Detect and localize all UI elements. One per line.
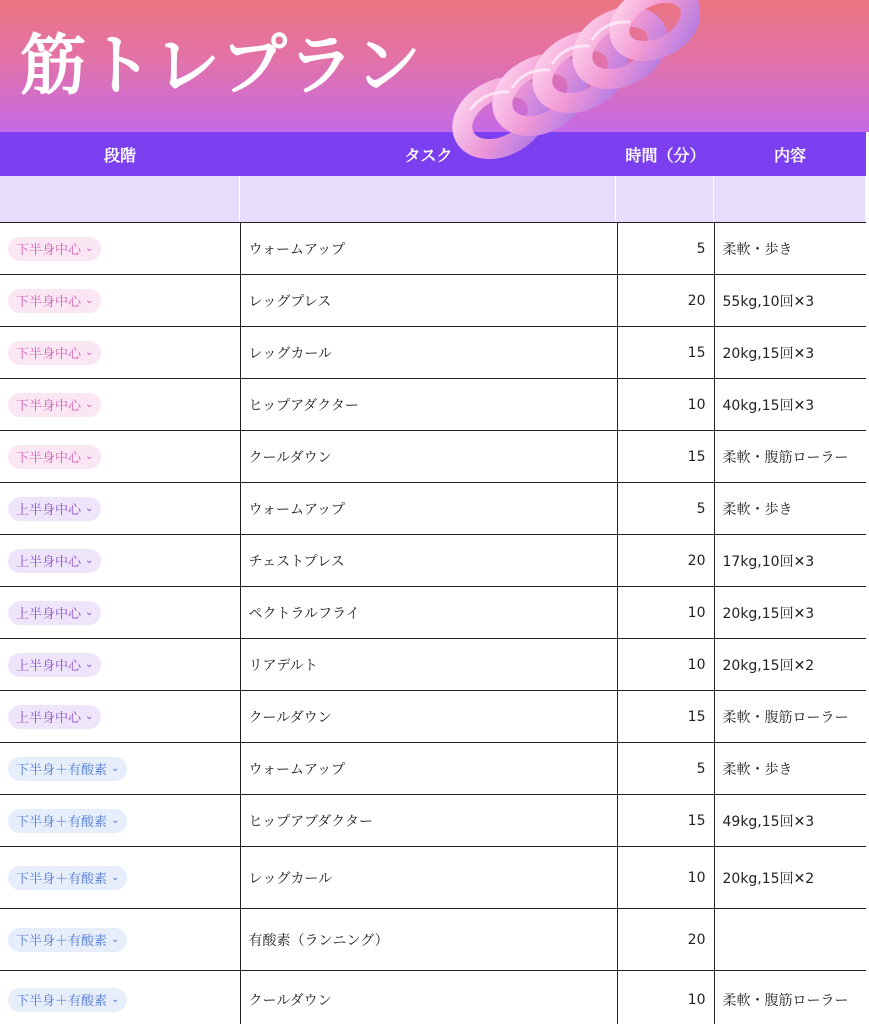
stage-select[interactable] [8,866,127,890]
table-row [0,795,867,847]
title-banner [0,0,869,132]
chevron-down-icon: ⌄ [111,815,120,826]
time-cell[interactable]: 15 [617,795,714,847]
stage-select[interactable] [8,237,101,261]
table-row [0,971,867,1024]
table-header [0,132,866,176]
content-cell[interactable]: 柔軟・腹筋ローラー [714,971,867,1024]
table-row [0,639,867,691]
table-row [0,483,867,535]
chevron-down-icon: ⌄ [111,763,120,774]
chevron-down-icon: ⌄ [85,607,94,618]
stage-cell[interactable] [0,327,240,379]
stage-label: 下半身＋有酸素 [16,994,108,1009]
table-row [0,327,867,379]
chevron-down-icon: ⌄ [85,659,94,670]
stage-select[interactable] [8,497,101,521]
stage-cell[interactable] [0,483,240,535]
task-cell[interactable]: リアデルト [240,639,617,691]
stage-select[interactable] [8,928,127,952]
table-row [0,847,867,909]
content-cell[interactable]: 20kg,15回✕3 [714,327,867,379]
content-cell[interactable]: 40kg,15回✕3 [714,379,867,431]
stage-cell[interactable] [0,795,240,847]
content-cell[interactable]: 55kg,10回✕3 [714,275,867,327]
column-header-time[interactable]: 時間（分） [625,145,706,165]
time-cell[interactable]: 10 [617,587,714,639]
content-cell[interactable]: 17kg,10回✕3 [714,535,867,587]
task-cell[interactable]: レッグカール [240,327,617,379]
table-row [0,431,867,483]
task-cell[interactable]: レッグプレス [240,275,617,327]
table-row [0,223,867,275]
stage-label: 上半身中心 [16,659,82,674]
time-cell[interactable]: 10 [617,639,714,691]
chevron-down-icon: ⌄ [111,994,120,1005]
task-cell[interactable]: ヒップアブダクター [240,795,617,847]
task-cell[interactable]: ペクトラルフライ [240,587,617,639]
task-cell[interactable]: クールダウン [240,691,617,743]
task-cell[interactable]: ウォームアップ [240,743,617,795]
content-cell[interactable]: 柔軟・歩き [714,223,867,275]
content-cell[interactable]: 20kg,15回✕2 [714,847,867,909]
time-cell[interactable]: 15 [617,327,714,379]
table-row [0,587,867,639]
stage-label: 下半身中心 [16,451,82,466]
stage-cell[interactable] [0,639,240,691]
table-row [0,535,867,587]
chevron-down-icon: ⌄ [111,872,120,883]
column-header-content[interactable]: 内容 [773,145,806,165]
chevron-down-icon: ⌄ [85,555,94,566]
task-cell[interactable]: ウォームアップ [240,223,617,275]
stage-select[interactable] [8,289,101,313]
time-cell[interactable]: 5 [617,743,714,795]
stage-select[interactable] [8,341,101,365]
content-cell[interactable]: 柔軟・歩き [714,483,867,535]
content-cell[interactable]: 49kg,15回✕3 [714,795,867,847]
empty-cell[interactable] [714,176,866,222]
time-cell[interactable]: 10 [617,379,714,431]
empty-cell[interactable] [0,176,240,222]
stage-select[interactable] [8,757,127,781]
content-cell[interactable]: 柔軟・歩き [714,743,867,795]
stage-select[interactable] [8,988,127,1012]
stage-label: 上半身中心 [16,711,82,726]
stage-cell[interactable] [0,587,240,639]
stage-select[interactable] [8,809,127,833]
table-row [0,743,867,795]
content-cell[interactable]: 柔軟・腹筋ローラー [714,691,867,743]
stage-cell[interactable] [0,909,240,971]
time-cell[interactable]: 5 [617,223,714,275]
table-row [0,909,867,971]
task-cell[interactable]: クールダウン [240,971,617,1024]
content-cell[interactable]: 柔軟・腹筋ローラー [714,431,867,483]
task-cell[interactable]: ウォームアップ [240,483,617,535]
column-header-stage[interactable]: 段階 [103,145,136,165]
empty-cell[interactable] [616,176,714,222]
page-title: 筋トレプラン [20,27,422,104]
stage-cell[interactable] [0,275,240,327]
stage-label: 下半身＋有酸素 [16,815,108,830]
time-cell[interactable]: 5 [617,483,714,535]
stage-select[interactable] [8,653,101,677]
stage-label: 下半身＋有酸素 [16,763,108,778]
chevron-down-icon: ⌄ [85,399,94,410]
stage-select[interactable] [8,705,101,729]
stage-cell[interactable] [0,847,240,909]
chevron-down-icon: ⌄ [85,503,94,514]
stage-select[interactable] [8,601,101,625]
stage-label: 上半身中心 [16,607,82,622]
task-cell[interactable]: クールダウン [240,431,617,483]
chevron-down-icon: ⌄ [85,295,94,306]
content-cell[interactable]: 20kg,15回✕2 [714,639,867,691]
stage-label: 下半身中心 [16,347,82,362]
stage-label: 下半身＋有酸素 [16,934,108,949]
stage-cell[interactable] [0,691,240,743]
time-cell[interactable]: 15 [617,691,714,743]
table-row [0,379,867,431]
empty-cell[interactable] [240,176,616,222]
stage-cell[interactable] [0,379,240,431]
stage-cell[interactable] [0,223,240,275]
table-row [0,275,867,327]
plan-table [0,222,868,1024]
chevron-down-icon: ⌄ [111,934,120,945]
time-cell[interactable]: 20 [617,535,714,587]
time-cell[interactable]: 20 [617,909,714,971]
table-row [0,691,867,743]
task-cell[interactable]: 有酸素（ランニング） [240,909,617,971]
time-cell[interactable]: 15 [617,431,714,483]
stage-cell[interactable] [0,971,240,1024]
stage-cell[interactable] [0,535,240,587]
chevron-down-icon: ⌄ [85,243,94,254]
time-cell[interactable]: 10 [617,847,714,909]
stage-label: 下半身中心 [16,399,82,414]
stage-select[interactable] [8,393,101,417]
chevron-down-icon: ⌄ [85,451,94,462]
task-cell[interactable]: レッグカール [240,847,617,909]
stage-cell[interactable] [0,431,240,483]
content-cell[interactable] [714,909,867,971]
empty-header-row [0,176,866,223]
chevron-down-icon: ⌄ [85,347,94,358]
stage-select[interactable] [8,445,101,469]
stage-label: 下半身中心 [16,295,82,310]
task-cell[interactable]: チェストプレス [240,535,617,587]
stage-label: 上半身中心 [16,503,82,518]
stage-cell[interactable] [0,743,240,795]
stage-label: 下半身＋有酸素 [16,872,108,887]
table-body [0,223,867,1024]
column-header-task[interactable]: タスク [404,145,453,165]
content-cell[interactable]: 20kg,15回✕3 [714,587,867,639]
task-cell[interactable]: ヒップアダクター [240,379,617,431]
stage-label: 下半身中心 [16,243,82,258]
time-cell[interactable]: 20 [617,275,714,327]
time-cell[interactable]: 10 [617,971,714,1024]
chevron-down-icon: ⌄ [85,711,94,722]
stage-label: 上半身中心 [16,555,82,570]
stage-select[interactable] [8,549,101,573]
